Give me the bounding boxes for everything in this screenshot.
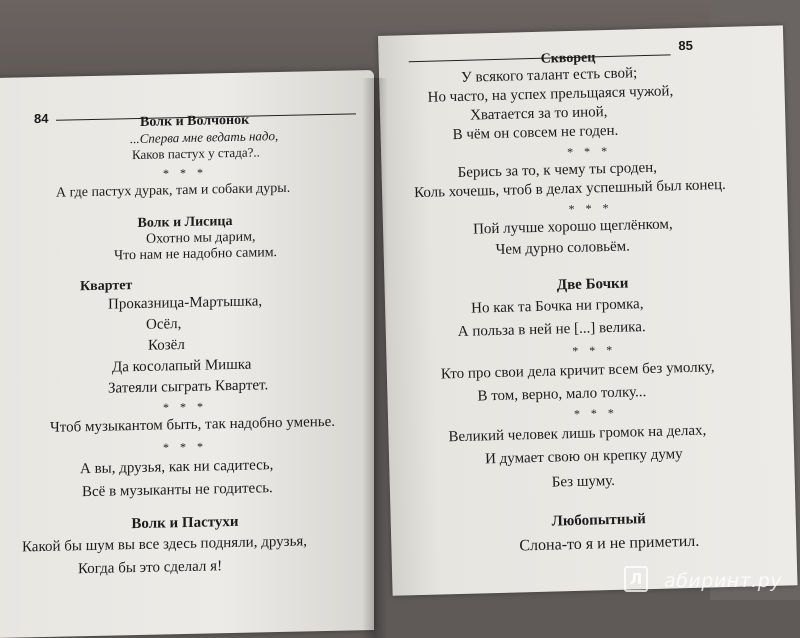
text-line: Охотно мы дарим, [146, 229, 256, 247]
fable-title: Любопытный [551, 511, 647, 530]
text-line: Чтоб музыкантом быть, так надобно уменье. [50, 413, 336, 436]
text-line: ...Сперва мне ведать надо, [130, 128, 279, 147]
labirint-logo-icon: Л [624, 566, 648, 592]
separator-stars: * * * [568, 200, 613, 217]
fable-title: Волк и Лисица [137, 214, 233, 231]
separator-stars: * * * [573, 405, 619, 421]
text-line: Великий человек лишь громок на делах, [448, 422, 707, 446]
right-page [378, 25, 798, 595]
text-line: У всякого талант есть свой; [460, 65, 638, 86]
text-line: А вы, друзья, как ни садитесь, [80, 457, 274, 478]
text-line: Слона-то я и не приметил. [519, 532, 700, 555]
fable-title: Волк и Пастухи [131, 513, 239, 533]
text-line: Когда бы это сделал я! [78, 558, 223, 578]
separator-stars: * * * [572, 342, 617, 359]
separator-stars: * * * [163, 399, 207, 415]
watermark-text: абиринт.ру [664, 570, 782, 592]
text-line: Но как та Бочка ни громка, [470, 296, 644, 317]
text-line: Берись за то, к чему ты сроден, [457, 159, 658, 181]
book-gutter [362, 78, 388, 638]
separator-stars: * * * [566, 143, 612, 160]
fable-title: Скворец [540, 50, 596, 67]
fable-title: Волк и Волчонок [140, 112, 250, 130]
text-line: Да косолапый Мишка [112, 356, 252, 376]
fable-title: Две Бочки [556, 275, 629, 294]
text-line: Какой бы шум вы все здесь подняли, друзья, [22, 533, 308, 556]
text-line: Кто про свои дела кричит всем без умолку, [440, 359, 715, 383]
left-page-number: 84 [34, 110, 49, 127]
text-line: Осёл, [146, 316, 182, 333]
text-line: И думает свою он крепку думу [484, 446, 683, 468]
text-line: Пой лучше хорошо щеглёнком, [472, 216, 673, 238]
left-page [0, 70, 374, 638]
text-line: В чём он совсем не годен. [452, 122, 619, 144]
text-line: Чем дурно соловьём. [495, 238, 631, 258]
separator-stars: * * * [163, 165, 207, 181]
text-line: Коль хочешь, чтоб в делах успешный был конец. [413, 176, 727, 202]
text-line: А где пастух дурак, там и собаки дуры. [56, 180, 291, 201]
separator-stars: * * * [163, 439, 207, 455]
text-line: Хватается за то иной, [469, 104, 608, 124]
text-line: Что нам не надобно самим. [114, 245, 278, 264]
right-page-number: 85 [678, 37, 694, 54]
text-line: Проказница-Мартышка, [108, 293, 263, 313]
text-line: В том, верно, мало толку... [477, 384, 647, 405]
text-line: Каков пастух у стада?.. [132, 144, 260, 163]
open-book [0, 18, 784, 618]
text-line: Козёл [148, 337, 185, 354]
fable-title: Квартет [80, 278, 133, 295]
text-line: Всё в музыканты не годитесь. [82, 480, 273, 501]
right-text-column [407, 46, 780, 558]
text-line: Но часто, на успех прельщаяся чужой, [427, 83, 674, 106]
text-line: А польза в ней не [...] велика. [457, 319, 646, 341]
text-line: Без шуму. [551, 472, 616, 491]
text-line: Затеяли сыграть Квартет. [108, 377, 269, 397]
left-text-column [20, 111, 350, 580]
